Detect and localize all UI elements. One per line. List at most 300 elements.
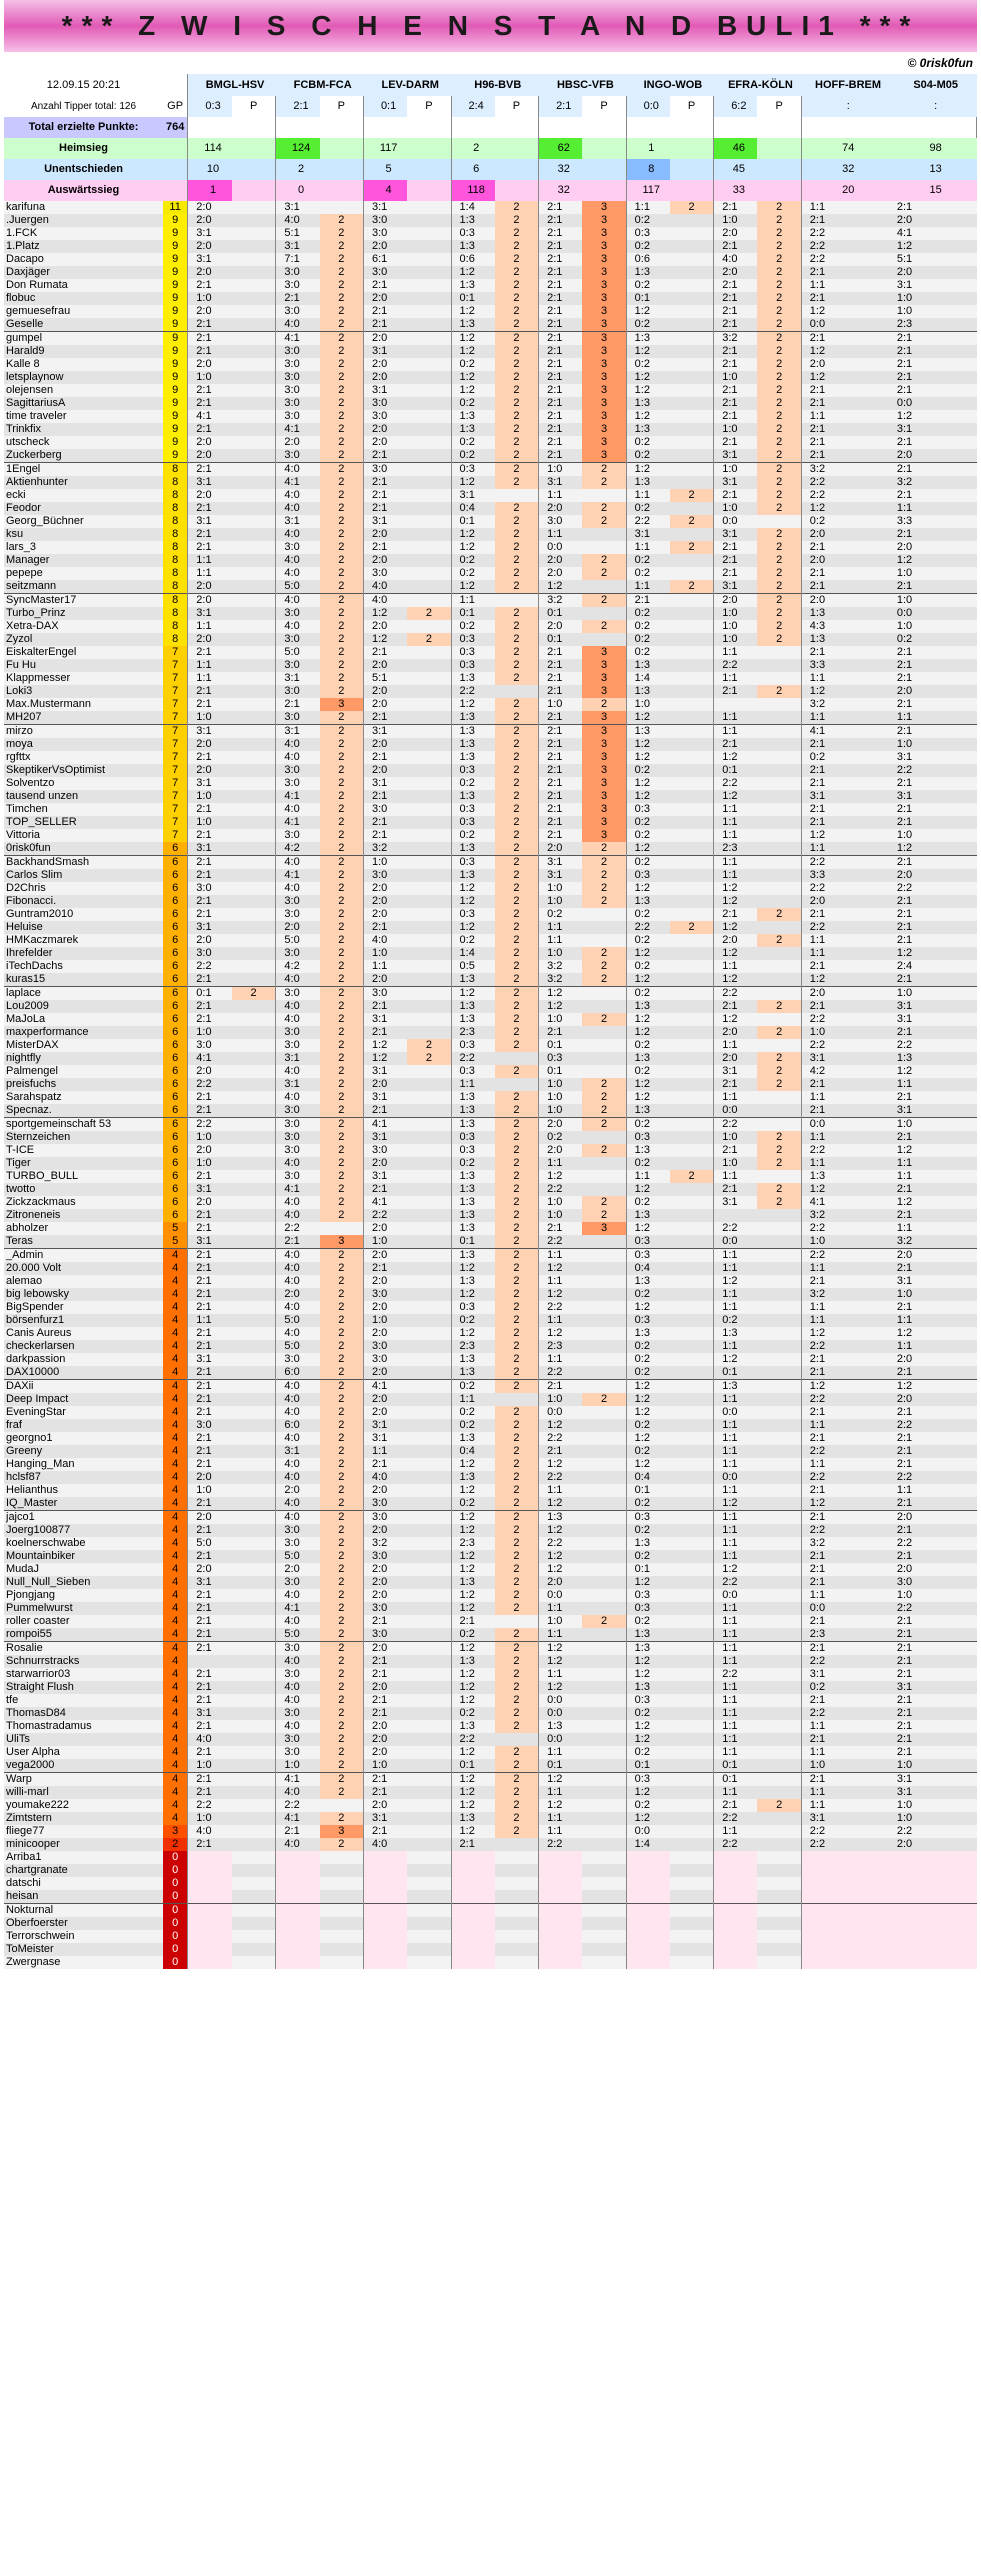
- points-cell: [407, 1786, 451, 1799]
- points-cell: 2: [495, 384, 539, 397]
- tip-cell: 2:1: [363, 751, 407, 764]
- match-header: INGO-WOB: [626, 74, 714, 96]
- points-cell: 3: [320, 1825, 364, 1838]
- points-cell: [670, 1380, 714, 1394]
- points-cell: 2: [582, 1104, 626, 1118]
- summary-p: [232, 138, 276, 159]
- tip-cell: 0:3: [626, 1235, 670, 1249]
- tip-cell: 2:0: [363, 1393, 407, 1406]
- points-cell: [232, 1288, 276, 1301]
- tip-cell: 2:0: [188, 1196, 232, 1209]
- tip-cell: 1:2: [539, 1655, 583, 1668]
- points-cell: [670, 803, 714, 816]
- p-header: P: [495, 96, 539, 117]
- tip-cell: 1:0: [363, 1759, 407, 1773]
- player-gp: 9: [163, 253, 188, 266]
- points-cell: 2: [495, 869, 539, 882]
- points-cell: [757, 895, 801, 908]
- points-cell: 2: [495, 1183, 539, 1196]
- tip-cell: 2:2: [188, 960, 232, 973]
- points-cell: [232, 1432, 276, 1445]
- points-cell: [582, 1511, 626, 1525]
- tip-cell: 1:2: [889, 1380, 977, 1394]
- points-cell: 2: [320, 1681, 364, 1694]
- points-cell: [407, 1550, 451, 1563]
- tip-cell: 1:3: [451, 423, 495, 436]
- tip-cell: 2:0: [188, 489, 232, 502]
- tip-cell: 1:3: [451, 1432, 495, 1445]
- points-cell: 2: [495, 227, 539, 240]
- points-cell: 2: [320, 1131, 364, 1144]
- tip-cell: 0:2: [626, 1157, 670, 1170]
- tip-cell: 3:1: [188, 607, 232, 620]
- points-cell: [670, 1432, 714, 1445]
- tip-cell: 1:1: [714, 1432, 758, 1445]
- tip-cell: 1:2: [626, 947, 670, 960]
- tip-cell: 2:0: [188, 358, 232, 371]
- tip-cell: 1:0: [363, 947, 407, 960]
- tip-cell: 3:0: [276, 1170, 320, 1183]
- points-cell: 2: [320, 1170, 364, 1183]
- points-cell: 2: [495, 502, 539, 515]
- tip-cell: 4:1: [276, 423, 320, 436]
- tip-cell: 4:1: [363, 1196, 407, 1209]
- player-name: User Alpha: [4, 1746, 163, 1759]
- tip-cell: 2:2: [714, 1668, 758, 1681]
- tip-cell: 2:2: [801, 1655, 889, 1668]
- tip-cell: 2:0: [363, 1642, 407, 1656]
- player-gp: 4: [163, 1353, 188, 1366]
- tip-cell: 0:1: [714, 1366, 758, 1380]
- summary-value: 46: [714, 138, 758, 159]
- points-cell: [232, 1799, 276, 1812]
- tip-cell: 4:2: [276, 960, 320, 973]
- points-cell: [670, 594, 714, 608]
- tip-cell: 1:0: [539, 463, 583, 477]
- tip-cell: 1:1: [801, 201, 889, 214]
- points-cell: [670, 738, 714, 751]
- points-cell: [407, 1104, 451, 1118]
- tip-cell: 2:0: [889, 449, 977, 463]
- player-gp: 0: [163, 1917, 188, 1930]
- points-cell: [232, 1222, 276, 1235]
- tip-cell: 4:0: [363, 580, 407, 594]
- tip-cell: 0:0: [539, 1694, 583, 1707]
- tip-cell: 2:1: [801, 1563, 889, 1576]
- tip-cell: 2:0: [714, 266, 758, 279]
- player-gp: 4: [163, 1746, 188, 1759]
- tip-cell: 1:1: [539, 1786, 583, 1799]
- player-gp: 6: [163, 1104, 188, 1118]
- tip-cell: 3:0: [539, 515, 583, 528]
- tip-cell: 3:2: [363, 842, 407, 856]
- tip-cell: 2:1: [188, 1694, 232, 1707]
- points-cell: 2: [320, 829, 364, 842]
- tip-cell: 2:1: [188, 1222, 232, 1235]
- tip-cell: 2:0: [188, 201, 232, 214]
- summary-label: Heimsieg: [4, 138, 163, 159]
- player-gp: 9: [163, 227, 188, 240]
- tip-cell: 1:1: [801, 711, 889, 725]
- points-cell: [582, 1301, 626, 1314]
- points-cell: [582, 1288, 626, 1301]
- tip-cell: 2:0: [714, 1052, 758, 1065]
- player-gp: 6: [163, 1157, 188, 1170]
- player-name: SagittariusA: [4, 397, 163, 410]
- player-row: [4, 266, 977, 279]
- points-cell: 2: [320, 358, 364, 371]
- points-cell: [582, 1930, 626, 1943]
- tip-cell: [363, 1956, 407, 1969]
- tip-cell: 2:1: [801, 1078, 889, 1091]
- tip-cell: 2:0: [363, 882, 407, 895]
- tip-cell: 0:0: [801, 1602, 889, 1615]
- points-cell: [407, 921, 451, 934]
- points-cell: 2: [495, 973, 539, 987]
- summary-value: 20: [801, 180, 889, 201]
- points-cell: [670, 1746, 714, 1759]
- points-cell: [582, 1943, 626, 1956]
- tip-cell: 2:1: [801, 436, 889, 449]
- tip-cell: 1:0: [539, 1393, 583, 1406]
- player-gp: 9: [163, 423, 188, 436]
- points-cell: [232, 842, 276, 856]
- points-cell: 2: [320, 777, 364, 790]
- points-cell: [232, 1668, 276, 1681]
- points-cell: [407, 1432, 451, 1445]
- points-cell: [232, 751, 276, 764]
- tip-cell: 1:3: [626, 397, 670, 410]
- tip-cell: 0:4: [451, 1445, 495, 1458]
- tip-cell: 1:4: [626, 1838, 670, 1851]
- tip-cell: 1:2: [801, 685, 889, 698]
- tip-cell: 2:1: [539, 790, 583, 803]
- points-cell: 2: [495, 279, 539, 292]
- tip-cell: [451, 1890, 495, 1904]
- points-cell: 2: [407, 1052, 451, 1065]
- points-cell: [232, 764, 276, 777]
- tip-cell: 3:0: [276, 1746, 320, 1759]
- points-cell: [670, 1039, 714, 1052]
- tip-cell: 1:3: [451, 279, 495, 292]
- tip-cell: [801, 1851, 889, 1864]
- tip-cell: 0:2: [626, 1366, 670, 1380]
- tip-cell: 0:3: [451, 463, 495, 477]
- points-cell: [232, 1026, 276, 1039]
- points-cell: 2: [582, 1013, 626, 1026]
- tip-cell: 1:0: [714, 423, 758, 436]
- tip-cell: 3:1: [363, 1065, 407, 1078]
- tip-cell: 1:2: [451, 305, 495, 318]
- tip-cell: 2:0: [889, 266, 977, 279]
- points-cell: [670, 1668, 714, 1681]
- tip-cell: 1:2: [451, 1799, 495, 1812]
- tip-cell: 2:1: [889, 777, 977, 790]
- tip-cell: 2:0: [188, 934, 232, 947]
- tip-cell: 1:3: [801, 607, 889, 620]
- points-cell: [232, 1078, 276, 1091]
- points-cell: [407, 842, 451, 856]
- tip-cell: 1:2: [539, 1288, 583, 1301]
- tip-cell: 2:2: [801, 1707, 889, 1720]
- tip-cell: 1:3: [801, 1170, 889, 1183]
- points-cell: [582, 1235, 626, 1249]
- player-gp: 8: [163, 463, 188, 477]
- tip-cell: 1:1: [889, 711, 977, 725]
- points-cell: [232, 1275, 276, 1288]
- tip-cell: 2:0: [539, 502, 583, 515]
- tip-cell: 2:2: [714, 1812, 758, 1825]
- tip-cell: 0:3: [626, 803, 670, 816]
- tip-cell: 0:1: [451, 1235, 495, 1249]
- tip-cell: 3:1: [276, 515, 320, 528]
- tip-cell: 1:2: [363, 607, 407, 620]
- points-cell: 2: [495, 423, 539, 436]
- player-gp: 4: [163, 1249, 188, 1263]
- tip-cell: 1:0: [188, 1026, 232, 1039]
- tip-cell: 2:0: [889, 1393, 977, 1406]
- points-cell: 2: [320, 1550, 364, 1563]
- tip-cell: 2:2: [801, 1445, 889, 1458]
- points-cell: [232, 1759, 276, 1773]
- points-cell: 2: [670, 1170, 714, 1183]
- tip-cell: 2:1: [801, 541, 889, 554]
- tip-cell: 2:2: [801, 1039, 889, 1052]
- points-cell: [232, 1917, 276, 1930]
- tip-cell: 1:2: [539, 1000, 583, 1013]
- player-row: [4, 358, 977, 371]
- tip-cell: 4:0: [276, 528, 320, 541]
- points-cell: [407, 816, 451, 829]
- tip-cell: [801, 1864, 889, 1877]
- tip-cell: 2:1: [889, 895, 977, 908]
- tip-cell: 1:2: [451, 1786, 495, 1799]
- player-gp: 5: [163, 1235, 188, 1249]
- tip-cell: 1:2: [626, 1733, 670, 1746]
- tip-cell: 2:2: [889, 882, 977, 895]
- tip-cell: 2:1: [714, 279, 758, 292]
- tip-cell: 0:3: [451, 803, 495, 816]
- tip-cell: 2:1: [188, 1406, 232, 1419]
- player-row: [4, 947, 977, 960]
- points-cell: [232, 227, 276, 240]
- points-cell: [232, 1812, 276, 1825]
- points-cell: [407, 1288, 451, 1301]
- tip-cell: 0:2: [626, 567, 670, 580]
- tip-cell: 5:0: [188, 1537, 232, 1550]
- points-cell: 2: [320, 659, 364, 672]
- points-cell: [757, 1301, 801, 1314]
- tip-cell: 1:2: [626, 1301, 670, 1314]
- result-cell: :: [801, 96, 889, 117]
- tip-cell: 2:1: [801, 1275, 889, 1288]
- tip-cell: 2:1: [188, 1327, 232, 1340]
- points-cell: [670, 1065, 714, 1078]
- tip-cell: 2:1: [801, 803, 889, 816]
- tip-cell: 2:0: [539, 620, 583, 633]
- tip-cell: 3:1: [363, 384, 407, 397]
- points-cell: [670, 1917, 714, 1930]
- tip-cell: 1:2: [626, 463, 670, 477]
- points-cell: [757, 1419, 801, 1432]
- tip-cell: 1:2: [451, 1327, 495, 1340]
- player-row: [4, 816, 977, 829]
- points-cell: [232, 1838, 276, 1851]
- tip-cell: 2:0: [188, 1065, 232, 1078]
- points-cell: 2: [320, 973, 364, 987]
- tip-cell: 2:0: [188, 764, 232, 777]
- player-row: [4, 1314, 977, 1327]
- player-gp: 9: [163, 279, 188, 292]
- tip-cell: 0:2: [451, 436, 495, 449]
- tip-cell: 2:1: [539, 725, 583, 739]
- tip-cell: 2:0: [363, 1799, 407, 1812]
- points-cell: [495, 1877, 539, 1890]
- points-cell: [407, 1406, 451, 1419]
- tip-cell: 2:1: [188, 1104, 232, 1118]
- points-cell: 3: [582, 266, 626, 279]
- points-cell: 2: [582, 947, 626, 960]
- tip-cell: 3:0: [363, 1628, 407, 1642]
- tip-cell: 3:1: [889, 279, 977, 292]
- match-header: S04-M05: [889, 74, 977, 96]
- points-cell: [670, 1655, 714, 1668]
- tip-cell: 0:2: [626, 633, 670, 646]
- points-cell: 2: [495, 1799, 539, 1812]
- tip-cell: 1:2: [801, 1327, 889, 1340]
- tip-cell: 1:2: [626, 751, 670, 764]
- player-gp: 9: [163, 449, 188, 463]
- points-cell: 2: [320, 856, 364, 870]
- points-cell: [757, 1222, 801, 1235]
- tip-cell: 2:1: [188, 1366, 232, 1380]
- points-cell: 2: [495, 856, 539, 870]
- points-cell: 2: [582, 620, 626, 633]
- tip-cell: 1:1: [801, 1301, 889, 1314]
- tip-cell: 1:0: [188, 371, 232, 384]
- tip-cell: 0:3: [451, 646, 495, 659]
- tip-cell: 4:0: [276, 803, 320, 816]
- player-row: [4, 1694, 977, 1707]
- tip-cell: 0:3: [451, 659, 495, 672]
- points-cell: [757, 856, 801, 870]
- player-gp: 8: [163, 476, 188, 489]
- points-cell: [407, 1576, 451, 1589]
- tip-cell: 0:3: [626, 1511, 670, 1525]
- player-gp: 3: [163, 1825, 188, 1838]
- tip-cell: 1:0: [714, 1157, 758, 1170]
- tip-cell: 2:2: [801, 1249, 889, 1263]
- points-cell: 2: [320, 1746, 364, 1759]
- p-header: P: [320, 96, 364, 117]
- player-row: [4, 318, 977, 332]
- tip-cell: [188, 1904, 232, 1918]
- tip-cell: 1:3: [714, 1380, 758, 1394]
- points-cell: [582, 489, 626, 502]
- tip-cell: 1:2: [451, 895, 495, 908]
- points-cell: 2: [495, 476, 539, 489]
- points-cell: [670, 1157, 714, 1170]
- player-name: MudaJ: [4, 1563, 163, 1576]
- points-cell: 2: [320, 1445, 364, 1458]
- tip-cell: 1:1: [626, 580, 670, 594]
- tip-cell: 2:1: [188, 1288, 232, 1301]
- tip-cell: 1:1: [188, 659, 232, 672]
- tip-cell: 1:2: [539, 987, 583, 1001]
- tip-cell: 1:0: [889, 1812, 977, 1825]
- player-name: Helianthus: [4, 1484, 163, 1497]
- tip-cell: 4:0: [276, 620, 320, 633]
- player-gp: 4: [163, 1773, 188, 1787]
- tip-cell: 1:1: [714, 646, 758, 659]
- tip-cell: 1:2: [626, 1078, 670, 1091]
- tip-cell: 1:1: [714, 1550, 758, 1563]
- player-name: Pummelwurst: [4, 1602, 163, 1615]
- tip-cell: 2:3: [539, 1340, 583, 1353]
- tip-cell: 2:1: [714, 567, 758, 580]
- points-cell: 2: [320, 449, 364, 463]
- tip-cell: 2:0: [539, 842, 583, 856]
- tip-cell: 1:3: [626, 423, 670, 436]
- tip-cell: 0:2: [626, 436, 670, 449]
- tip-cell: [801, 1943, 889, 1956]
- tip-cell: 4:0: [714, 253, 758, 266]
- tip-cell: 1:1: [889, 1340, 977, 1353]
- player-gp: 8: [163, 620, 188, 633]
- points-cell: [407, 240, 451, 253]
- tip-cell: 2:1: [539, 449, 583, 463]
- tip-cell: 2:0: [188, 594, 232, 608]
- summary-p: [495, 159, 539, 180]
- tip-cell: 2:1: [539, 1445, 583, 1458]
- summary-p: [495, 138, 539, 159]
- tip-cell: 1:0: [188, 1484, 232, 1497]
- player-row: [4, 449, 977, 463]
- points-cell: 2: [757, 489, 801, 502]
- tip-cell: 1:2: [539, 1170, 583, 1183]
- points-cell: [232, 777, 276, 790]
- points-cell: 3: [582, 436, 626, 449]
- tip-cell: 1:2: [626, 1222, 670, 1235]
- points-cell: [407, 1838, 451, 1851]
- tip-cell: 5:0: [276, 934, 320, 947]
- tip-cell: 3:1: [188, 1707, 232, 1720]
- tip-cell: 1:2: [451, 698, 495, 711]
- tip-cell: [626, 1917, 670, 1930]
- tip-cell: 2:0: [714, 227, 758, 240]
- tip-cell: 3:0: [276, 1707, 320, 1720]
- tip-cell: 1:1: [714, 1340, 758, 1353]
- tip-cell: 1:1: [714, 1419, 758, 1432]
- player-name: Canis Aureus: [4, 1327, 163, 1340]
- points-cell: [407, 436, 451, 449]
- tip-cell: 2:1: [188, 1458, 232, 1471]
- points-cell: 3: [320, 698, 364, 711]
- points-cell: [757, 1484, 801, 1497]
- points-cell: 2: [320, 266, 364, 279]
- points-cell: [757, 1511, 801, 1525]
- tip-cell: 1:3: [626, 1104, 670, 1118]
- points-cell: [232, 567, 276, 580]
- player-row: [4, 1497, 977, 1511]
- tip-cell: 2:1: [188, 1720, 232, 1733]
- tip-cell: 2:2: [714, 987, 758, 1001]
- tip-cell: 2:2: [801, 1393, 889, 1406]
- points-cell: 2: [757, 410, 801, 423]
- points-cell: [232, 253, 276, 266]
- points-cell: [232, 1406, 276, 1419]
- tip-cell: 1:2: [626, 1786, 670, 1799]
